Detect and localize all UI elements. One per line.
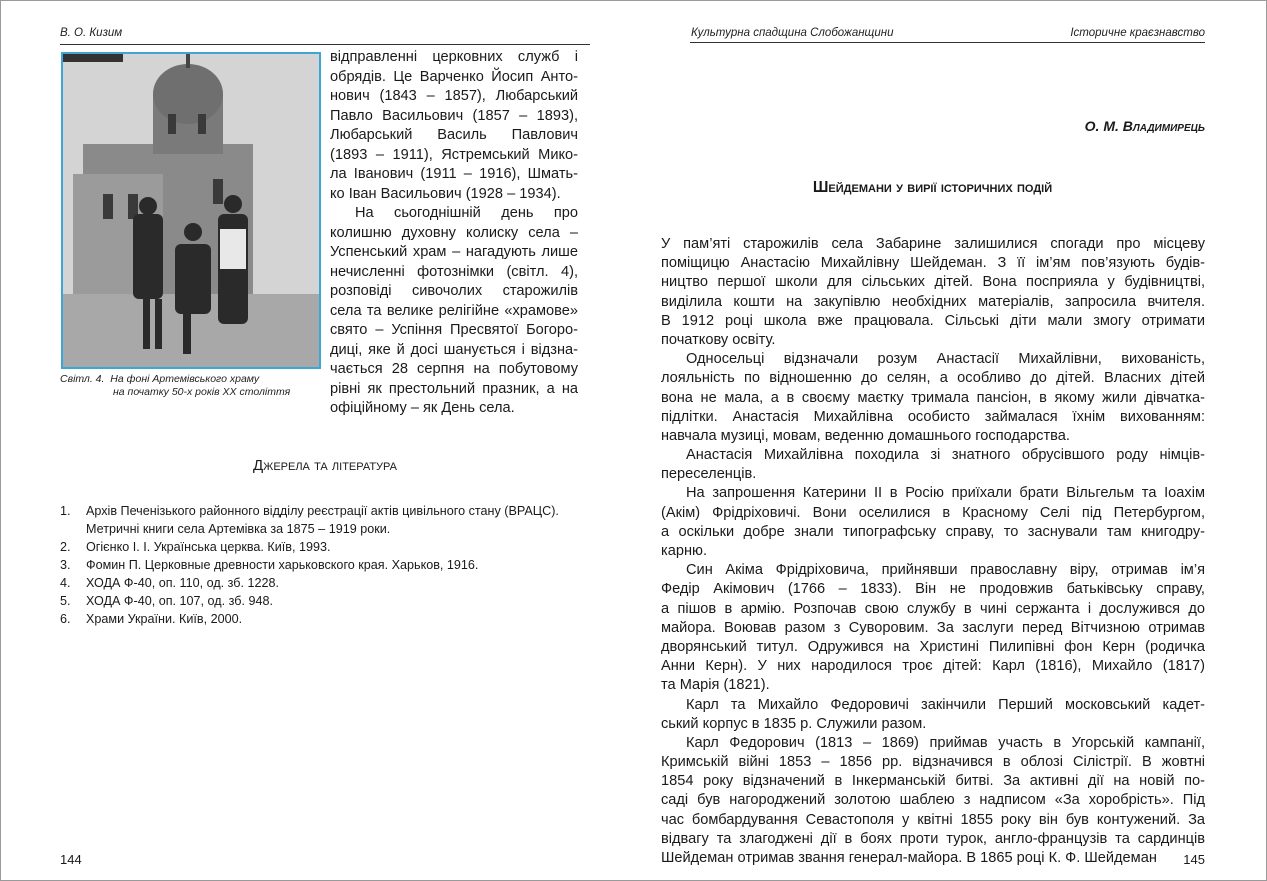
paragraph bbox=[661, 561, 1205, 695]
paragraph bbox=[661, 734, 1205, 868]
text-line: підлітки. Анастасія Михайлівна особисто займалася їхнім вихованням: bbox=[661, 408, 1205, 425]
article-body-text bbox=[661, 235, 1205, 868]
caption-label: Світл. 4. bbox=[60, 373, 105, 385]
reference-item bbox=[60, 610, 559, 628]
text-line: Федір Акімович (1766 – 1833). Він не продовжив батьківську справу, bbox=[661, 581, 1205, 598]
paragraph bbox=[661, 446, 1205, 484]
reference-item bbox=[60, 502, 559, 538]
text-line: села та велике релігійне «храмове» bbox=[330, 302, 578, 319]
reference-text bbox=[86, 556, 478, 574]
text-line: відвагу та злагоджені дії в боях проти турок, англо-французів та сардинців bbox=[661, 830, 1205, 847]
left-body-text bbox=[330, 48, 578, 419]
caption-line-2: на початку 50-х років XX століття bbox=[113, 386, 291, 398]
text-line: обрядів. Це Варченко Йосип Анто- bbox=[330, 68, 578, 85]
reference-line: Огієнко І. І. Українська церква. Київ, 1993. bbox=[86, 540, 331, 554]
text-line: Анастасія Михайлівна походила зі знатного обрусівшого роду німців- bbox=[686, 447, 1205, 464]
running-head-author: В. О. Кизим bbox=[60, 27, 123, 39]
text-line: нович (1843 – 1857), Любарський bbox=[330, 88, 578, 104]
text-line: майора. Воював разом з Суворовим. За заслуги перед Вітчизною отримав bbox=[661, 619, 1205, 636]
text-line: переселенців. bbox=[661, 466, 757, 483]
text-line: Любарський Василь Павлович bbox=[330, 127, 578, 143]
reference-item bbox=[60, 574, 559, 592]
text-line: Кримській війні 1853 – 1856 рр. відзначився в облозі Сілістрії. В жовтні bbox=[661, 754, 1205, 771]
references-list bbox=[60, 502, 559, 628]
text-line: нечисленні фотознімки (світл. 4), bbox=[330, 263, 578, 280]
reference-number: 1. bbox=[60, 504, 71, 518]
reference-number: 5. bbox=[60, 594, 71, 608]
paragraph bbox=[661, 484, 1205, 561]
church-photo bbox=[61, 52, 321, 369]
reference-number: 3. bbox=[60, 558, 71, 572]
reference-item bbox=[60, 592, 559, 610]
text-line: а пішов в армію. Розпочав свою службу в чині сержанта і дослужився до bbox=[661, 600, 1205, 617]
text-line: 1854 року відзначений в Інкерманській битві. За активні дії на новій по- bbox=[661, 773, 1205, 790]
text-line: У пам’яті старожилів села Забарине залишилися спогади про місцеву bbox=[661, 236, 1205, 252]
text-line: Анни Керн). У них народилося троє дітей: Карл (1816), Михайло (1817) bbox=[661, 658, 1205, 675]
text-line: Односельці відзначали розум Анастасії Михайлівни, вихованість, bbox=[686, 351, 1205, 368]
text-line: саді був нагороджений золотою шаблею з надписом «За хоробрість». Під bbox=[661, 792, 1205, 809]
caption-line-1: На фоні Артемівського храму bbox=[110, 373, 260, 385]
reference-number: 4. bbox=[60, 576, 71, 590]
text-line: рівні як престольний празник, а на bbox=[330, 380, 578, 397]
paragraph bbox=[661, 350, 1205, 446]
article-title: Шейдемани у вирії історичних подій bbox=[812, 179, 1053, 196]
reference-number: 6. bbox=[60, 612, 71, 626]
text-line: В 1912 році школа вже працювала. Сільські діти мали змогу отримати bbox=[661, 312, 1205, 329]
paragraph bbox=[661, 696, 1205, 734]
reference-line: Архів Печенізького районного відділу реєстрації актів цивільного стану (ВРАЦС). bbox=[86, 504, 559, 518]
text-line: Карл та Михайло Федоровичі закінчили Перший московський кадет- bbox=[686, 696, 1205, 713]
text-line: Карл Федорович (1813 – 1869) приймав участь в Угорській кампанії, bbox=[686, 734, 1205, 751]
text-line: відправленні церковних служб і bbox=[330, 49, 578, 65]
text-line: офіційному – як День села. bbox=[330, 400, 515, 416]
text-line: навчала музиці, мовам, веденню домашнього господарства. bbox=[661, 427, 1070, 444]
text-line: колишню духовну колиску села – bbox=[330, 224, 578, 241]
text-line: виділила кошти на закупівлю необхідних матеріалів, запросила вчителя. bbox=[661, 293, 1205, 310]
text-line: ла Іванович (1911 – 1916), Шмать- bbox=[330, 166, 578, 182]
text-line: поміщицю Анастасію Михайлівну Шейдеман. З її ім’ям пов’язують будів- bbox=[661, 255, 1205, 272]
reference-item bbox=[60, 556, 559, 574]
reference-text bbox=[86, 610, 242, 628]
text-line: (1893 – 1911), Ястремський Мико- bbox=[330, 146, 578, 163]
text-line: ський корпус в 1835 р. Служили разом. bbox=[661, 715, 927, 732]
text-line: Павло Васильович (1857 – 1893), bbox=[330, 107, 578, 124]
text-line: чається 28 серпня на побутовому bbox=[330, 361, 578, 377]
text-line: а оскільки добре знали типографську справу, то заснували там книгодру- bbox=[661, 523, 1205, 540]
text-line: початкову освіту. bbox=[661, 331, 776, 348]
text-line: Син Акіма Фрідріховича, прийнявши православну віру, отримав ім’я bbox=[686, 562, 1205, 579]
paragraph bbox=[661, 235, 1205, 350]
running-head-journal: Культурна спадщина Слобожанщини bbox=[691, 27, 894, 39]
text-line: карню. bbox=[661, 543, 707, 559]
text-line: Успенський храм – нагадують лише bbox=[330, 244, 578, 260]
text-line: розповіді сивочолих старожилів bbox=[330, 283, 578, 299]
text-line: ництво першої школи для сільських дітей. Вона посприяла у будівництві, bbox=[661, 274, 1205, 291]
page-number-left: 144 bbox=[60, 852, 82, 867]
reference-text bbox=[86, 502, 559, 538]
text-line: (Акім) Фрідріховичі. Вони оселилися в Красному Селі під Петербургом, bbox=[661, 504, 1205, 521]
reference-text bbox=[86, 538, 330, 556]
text-line: вона не мала, а в своєму маєтку тримала пансіон, в якому жили дівчатка- bbox=[661, 389, 1205, 406]
reference-line: Метричні книги села Артемівка за 1875 – 1919 роки. bbox=[86, 522, 391, 536]
text-line: лояльність по відношенню до селян, а особливо до дітей. Власних дітей bbox=[661, 370, 1205, 387]
photo-caption bbox=[60, 373, 290, 399]
reference-number: 2. bbox=[60, 540, 71, 554]
text-line: час бомбардування Севастополя у квітні 1855 року він був контужений. За bbox=[661, 811, 1205, 828]
text-line: На сьогоднішній день про bbox=[355, 205, 578, 221]
text-line: Шейдеман отримав звання генерал-майора. В 1865 році К. Ф. Шейдеман bbox=[661, 850, 1157, 866]
text-line: диці, яке й досі шанується і відзна- bbox=[330, 341, 578, 358]
reference-text bbox=[86, 592, 273, 610]
paragraph bbox=[330, 48, 578, 204]
reference-item bbox=[60, 538, 559, 556]
article-author: О. М. Владимирець bbox=[1084, 118, 1205, 134]
running-head-section: Історичне краєзнавство bbox=[1070, 27, 1205, 39]
paragraph bbox=[330, 204, 578, 419]
references-title: Джерела та література bbox=[253, 457, 397, 474]
text-line: дворянський титул. Одружився на Христині Пилипівні фон Керн (родичка bbox=[661, 638, 1205, 655]
header-rule-right bbox=[690, 42, 1205, 43]
text-line: свято – Успіння Пресвятої Богоро- bbox=[330, 322, 578, 338]
reference-line: ХОДА Ф-40, оп. 107, од. зб. 948. bbox=[86, 594, 273, 608]
text-line: ко Іван Васильович (1928 – 1934). bbox=[330, 185, 561, 202]
reference-line: ХОДА Ф-40, оп. 110, од. зб. 1228. bbox=[86, 576, 280, 590]
text-line: На запрошення Катерини II в Росію приїхали брати Вільгельм та Іоахім bbox=[686, 485, 1205, 502]
text-line: та Марія (1821). bbox=[661, 677, 770, 694]
reference-line: Храми України. Київ, 2000. bbox=[86, 612, 243, 626]
page-number-right: 145 bbox=[1183, 852, 1205, 867]
header-rule bbox=[60, 44, 590, 45]
reference-line: Фомин П. Церковные древности харьковского края. Харьков, 1916. bbox=[86, 558, 479, 572]
reference-text bbox=[86, 574, 279, 592]
